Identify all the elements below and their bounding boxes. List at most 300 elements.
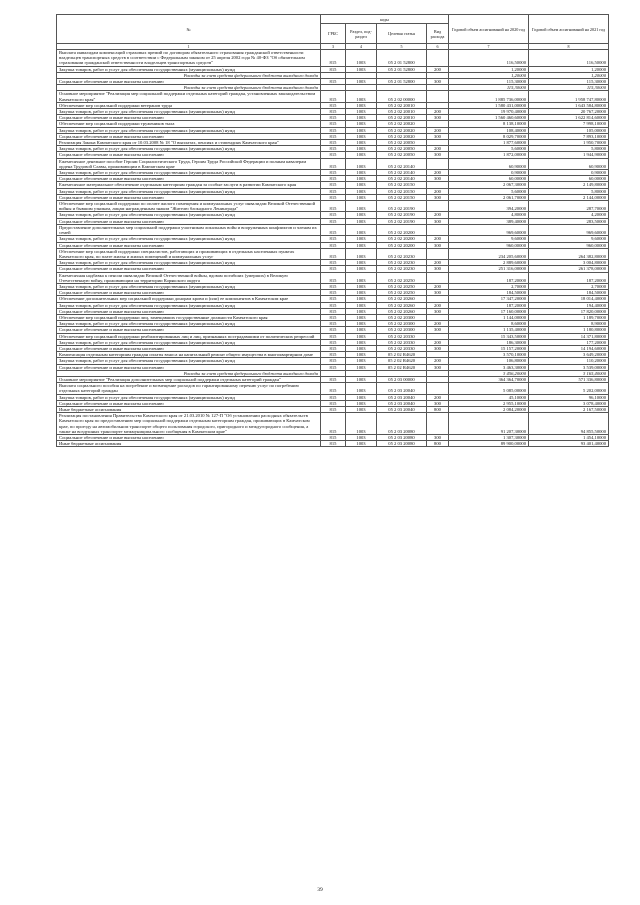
row-name: Иные бюджетные ассигнования bbox=[57, 406, 321, 412]
row-name: Ежемесячное материальное обеспечение отдельным категориям граждан за особые заслуги в развитии Камчатского края bbox=[57, 182, 321, 188]
amount-2021: 1 189,70000 bbox=[529, 314, 609, 320]
column-number: 3 bbox=[321, 44, 346, 50]
section-code: 1003 bbox=[346, 441, 377, 447]
table-row bbox=[57, 146, 609, 152]
section-code: 1003 bbox=[346, 133, 377, 139]
section-code: 1003 bbox=[346, 272, 377, 283]
table-row bbox=[57, 314, 609, 320]
expense-type-code: 200 bbox=[427, 358, 449, 364]
amount-2021: 1 643 584,80000 bbox=[529, 102, 609, 108]
section-code: 1003 bbox=[346, 79, 377, 85]
amount-2020: 2 889,60000 bbox=[449, 260, 529, 266]
target-article-code: 05 2 02 20010 bbox=[377, 102, 427, 108]
amount-2020: 1 872,00000 bbox=[449, 152, 529, 158]
expense-type-code bbox=[427, 91, 449, 102]
amount-2020: 60,90000 bbox=[449, 158, 529, 169]
section-code: 1003 bbox=[346, 314, 377, 320]
grbs-code: 815 bbox=[321, 321, 346, 327]
target-article-code: 05 2 02 20050 bbox=[377, 152, 427, 158]
amount-2020: 187,20000 bbox=[449, 272, 529, 283]
section-code: 1003 bbox=[346, 435, 377, 441]
target-article-code: 05 2 01 52800 bbox=[377, 50, 427, 67]
amount-2020: 3 570,10000 bbox=[449, 352, 529, 358]
amount-2021: 1 958 747,80000 bbox=[529, 91, 609, 102]
table-row bbox=[57, 182, 609, 188]
target-article-code: 05 2 02 20150 bbox=[377, 188, 427, 194]
row-name: Основное мероприятие "Реализация дополнительных мер социальной поддержки отдельных категорий граждан" bbox=[57, 376, 321, 382]
target-article-code: 05 2 01 52800 bbox=[377, 79, 427, 85]
amount-2021: 60,90000 bbox=[529, 158, 609, 169]
target-article-code: 05 2 02 20300 bbox=[377, 314, 427, 320]
table-row bbox=[57, 102, 609, 108]
target-article-code: 05 2 02 20140 bbox=[377, 170, 427, 176]
expense-type-code: 200 bbox=[427, 212, 449, 218]
row-name: Закупка товаров, работ и услуг для обеспечения государственных (муниципальных) нужд bbox=[57, 109, 321, 115]
grbs-code: 815 bbox=[321, 188, 346, 194]
table-row bbox=[57, 413, 609, 435]
amount-2020: 3 456,20000 bbox=[449, 370, 529, 376]
target-article-code: 05 2 02 20230 bbox=[377, 260, 427, 266]
row-name: Социальное обеспечение и иные выплаты населению bbox=[57, 435, 321, 441]
amount-2021: 1 622 814,60000 bbox=[529, 115, 609, 121]
target-article-code: 05 2 02 20020 bbox=[377, 121, 427, 127]
expense-type-code bbox=[427, 201, 449, 212]
grbs-code: 815 bbox=[321, 102, 346, 108]
section-code: 1003 bbox=[346, 182, 377, 188]
grbs-code: 815 bbox=[321, 308, 346, 314]
section-code: 1003 bbox=[346, 194, 377, 200]
target-article-code: 05 2 02 20020 bbox=[377, 133, 427, 139]
amount-2020: 2 067,30000 bbox=[449, 182, 529, 188]
target-article-code: 05 2 03 20040 bbox=[377, 400, 427, 406]
row-name: Закупка товаров, работ и услуг для обеспечения государственных (муниципальных) нужд bbox=[57, 212, 321, 218]
target-article-code: 05 2 02 20010 bbox=[377, 115, 427, 121]
grbs-code: 815 bbox=[321, 358, 346, 364]
row-name: Закупка товаров, работ и услуг для обеспечения государственных (муниципальных) нужд bbox=[57, 302, 321, 308]
grbs-code: 815 bbox=[321, 152, 346, 158]
amount-2021: 9,60000 bbox=[529, 236, 609, 242]
target-article-code: 05 2 02 20330 bbox=[377, 339, 427, 345]
amount-2021: 4,20000 bbox=[529, 212, 609, 218]
amount-2021: 2 167,50000 bbox=[529, 406, 609, 412]
amount-2021: 960,00000 bbox=[529, 242, 609, 248]
grbs-code: 815 bbox=[321, 79, 346, 85]
amount-2021: 7 893,10000 bbox=[529, 133, 609, 139]
row-name: Социальное обеспечение и иные выплаты населению bbox=[57, 266, 321, 272]
grbs-code: 815 bbox=[321, 140, 346, 146]
row-name: Ежемесячная надбавка к пенсии инвалидам Великой Отечественной войны, вдовам погибших (умерших) в Великую Отечественную войну, проживающим на территории Корякского округа bbox=[57, 272, 321, 283]
target-article-code: 05 2 02 20150 bbox=[377, 194, 427, 200]
grbs-code: 815 bbox=[321, 290, 346, 296]
row-name: Социальное обеспечение и иные выплаты населению bbox=[57, 364, 321, 370]
section-code: 1003 bbox=[346, 339, 377, 345]
row-name: Социальное обеспечение и иные выплаты населению bbox=[57, 242, 321, 248]
expense-type-code: 200 bbox=[427, 321, 449, 327]
row-name: Закупка товаров, работ и услуг для обеспечения государственных (муниципальных) нужд bbox=[57, 339, 321, 345]
amount-2020: 8 029,70000 bbox=[449, 133, 529, 139]
target-article-code: 05 2 02 20300 bbox=[377, 327, 427, 333]
section-code: 1003 bbox=[346, 127, 377, 133]
grbs-code: 815 bbox=[321, 182, 346, 188]
grbs-code: 815 bbox=[321, 435, 346, 441]
amount-2021: 1 180,80000 bbox=[529, 327, 609, 333]
table-row bbox=[57, 140, 609, 146]
section-code: 1003 bbox=[346, 66, 377, 72]
table-row bbox=[57, 266, 609, 272]
column-number: 6 bbox=[427, 44, 449, 50]
amount-2020: 186,30000 bbox=[449, 339, 529, 345]
expense-type-code: 300 bbox=[427, 290, 449, 296]
amount-2020: 1 877,60000 bbox=[449, 140, 529, 146]
section-code: 1003 bbox=[346, 394, 377, 400]
amount-2020: 251 316,00000 bbox=[449, 266, 529, 272]
grbs-code: 815 bbox=[321, 283, 346, 289]
grbs-code: 815 bbox=[321, 339, 346, 345]
amount-2020: 115,30000 bbox=[449, 79, 529, 85]
table-row bbox=[57, 127, 609, 133]
target-article-code: 05 2 03 20040 bbox=[377, 394, 427, 400]
num-header: № bbox=[186, 26, 191, 32]
section-header: Раздел, под-раздел bbox=[346, 24, 377, 44]
amount-2021: 94 855,50000 bbox=[529, 413, 609, 435]
amount-2021: 969,60000 bbox=[529, 224, 609, 235]
row-name: Социальное обеспечение и иные выплаты населению bbox=[57, 218, 321, 224]
amount-2020: 364 364,70000 bbox=[449, 376, 529, 382]
table-row bbox=[57, 91, 609, 102]
budget-table bbox=[56, 14, 609, 447]
grbs-code: 815 bbox=[321, 327, 346, 333]
target-article-code: 05 2 02 20140 bbox=[377, 158, 427, 169]
amount-2021: 287,70000 bbox=[529, 201, 609, 212]
target-article-code: 05 2 02 20050 bbox=[377, 146, 427, 152]
amount-2020: 187,20000 bbox=[449, 302, 529, 308]
amount-2021: 5 202,00000 bbox=[529, 383, 609, 394]
target-article-code: 05 2 02 20300 bbox=[377, 321, 427, 327]
row-name: Социальное обеспечение и иные выплаты населению bbox=[57, 194, 321, 200]
column-number: 4 bbox=[346, 44, 377, 50]
amount-2021: 283,50000 bbox=[529, 218, 609, 224]
amount-2021: 115,30000 bbox=[529, 79, 609, 85]
expense-type-code: 200 bbox=[427, 394, 449, 400]
target-article-code: 05 2 02 20250 bbox=[377, 272, 427, 283]
target-article-code: 05 2 02 R4620 bbox=[377, 352, 427, 358]
amount-2020: 234 205,60000 bbox=[449, 248, 529, 259]
row-name: Социальное обеспечение и иные выплаты населению bbox=[57, 133, 321, 139]
amount-2021: 3 004,80000 bbox=[529, 260, 609, 266]
table-row bbox=[57, 50, 609, 67]
amount-2021: 1,20000 bbox=[529, 66, 609, 72]
section-code: 1003 bbox=[346, 383, 377, 394]
table-row bbox=[57, 296, 609, 302]
amount-2020: 2,70000 bbox=[449, 283, 529, 289]
column-number: 5 bbox=[377, 44, 427, 50]
amount-2020: 2 955,10000 bbox=[449, 400, 529, 406]
section-code: 1003 bbox=[346, 333, 377, 339]
row-name: Закупка товаров, работ и услуг для обеспечения государственных (муниципальных) нужд bbox=[57, 394, 321, 400]
row-name: Социальное обеспечение и иные выплаты населению bbox=[57, 152, 321, 158]
section-code: 1003 bbox=[346, 321, 377, 327]
section-code: 1003 bbox=[346, 158, 377, 169]
table-row bbox=[57, 66, 609, 72]
amount-2020: 5,60000 bbox=[449, 188, 529, 194]
section-code: 1003 bbox=[346, 176, 377, 182]
target-article-code: 05 2 01 52800 bbox=[377, 66, 427, 72]
amount-2020: 106,80000 bbox=[449, 358, 529, 364]
section-code: 1003 bbox=[346, 218, 377, 224]
amount-2021: 20 767,20000 bbox=[529, 109, 609, 115]
section-code: 1003 bbox=[346, 146, 377, 152]
grbs-code: 815 bbox=[321, 201, 346, 212]
amount-2020: 45,10000 bbox=[449, 394, 529, 400]
amount-2020: 4,80000 bbox=[449, 212, 529, 218]
grbs-code: 815 bbox=[321, 266, 346, 272]
name-column-header bbox=[57, 15, 321, 44]
section-code: 1003 bbox=[346, 406, 377, 412]
amount-2021: 115,30000 bbox=[529, 85, 609, 91]
amount-2021: 7 998,10000 bbox=[529, 121, 609, 127]
target-article-code: 05 2 02 20140 bbox=[377, 176, 427, 182]
expense-type-code bbox=[427, 413, 449, 435]
table-row bbox=[57, 218, 609, 224]
row-name: Обеспечение мер социальной поддержки специалистов, работающих и проживающих в отдельных населенных пунктах Камчатского края, по плате жилья и жилых помещений и коммунальных услуг bbox=[57, 248, 321, 259]
amount-2021: 3 539,00000 bbox=[529, 364, 609, 370]
column-number: 1 bbox=[57, 44, 321, 50]
target-article-code: 05 2 03 20080 bbox=[377, 435, 427, 441]
table-row bbox=[57, 400, 609, 406]
section-code: 1003 bbox=[346, 266, 377, 272]
target-article-code: 05 2 02 20150 bbox=[377, 182, 427, 188]
amount-2020: 17 347,20000 bbox=[449, 296, 529, 302]
row-name: Социальное обеспечение и иные выплаты населению bbox=[57, 345, 321, 351]
table-row bbox=[57, 394, 609, 400]
table-row bbox=[57, 121, 609, 127]
target-article-code: 05 2 02 20250 bbox=[377, 290, 427, 296]
grbs-code: 815 bbox=[321, 66, 346, 72]
amount-2020: 5 085,00000 bbox=[449, 383, 529, 394]
grbs-code: 815 bbox=[321, 91, 346, 102]
amount-2021: 3 649,20000 bbox=[529, 352, 609, 358]
target-article-code: 05 2 02 20200 bbox=[377, 224, 427, 235]
table-row bbox=[57, 376, 609, 382]
expense-type-code: 300 bbox=[427, 115, 449, 121]
row-name: Социальное обеспечение и иные выплаты населению bbox=[57, 400, 321, 406]
row-name: Социальное обеспечение и иные выплаты населению bbox=[57, 308, 321, 314]
target-article-code: 05 2 02 20200 bbox=[377, 236, 427, 242]
target-article-code: 05 2 02 20200 bbox=[377, 242, 427, 248]
expense-type-code: 300 bbox=[427, 242, 449, 248]
grbs-code: 815 bbox=[321, 400, 346, 406]
table-row bbox=[57, 224, 609, 235]
expense-type-code: 200 bbox=[427, 236, 449, 242]
year-2021-header: Годовой объем ассигнований на 2021 год bbox=[529, 15, 609, 44]
grbs-code: 815 bbox=[321, 441, 346, 447]
section-code: 1003 bbox=[346, 152, 377, 158]
row-name: Закупка товаров, работ и услуг для обеспечения государственных (муниципальных) нужд bbox=[57, 66, 321, 72]
row-name: Социальное обеспечение и иные выплаты населению bbox=[57, 115, 321, 121]
section-code: 1003 bbox=[346, 260, 377, 266]
amount-2021: 110,20000 bbox=[529, 358, 609, 364]
grbs-code: 815 bbox=[321, 364, 346, 370]
target-article-code: 05 2 02 20010 bbox=[377, 109, 427, 115]
row-name: Ежемесячное денежное пособие Героям Социалистического Труда, Героям Труда Российской Федерации и полным кавалерам ордена Трудовой Славы, проживающим в Камчатском крае bbox=[57, 158, 321, 169]
amount-2020: 1 307,30000 bbox=[449, 435, 529, 441]
table-row bbox=[57, 115, 609, 121]
amount-2020: 89 900,00000 bbox=[449, 441, 529, 447]
amount-2020: 1 144,00000 bbox=[449, 314, 529, 320]
amount-2020: 389,40000 bbox=[449, 218, 529, 224]
row-name: Основное мероприятие "Реализация мер социальной поддержки отдельных категорий граждан, установленных законодательством Камчатского края" bbox=[57, 91, 321, 102]
expense-type-header: Вид расхода bbox=[427, 24, 449, 44]
expense-type-code: 300 bbox=[427, 133, 449, 139]
table-row bbox=[57, 352, 609, 358]
grbs-code: 815 bbox=[321, 272, 346, 283]
section-code: 1003 bbox=[346, 109, 377, 115]
grbs-code: 815 bbox=[321, 242, 346, 248]
table-row bbox=[57, 435, 609, 441]
row-name: Обеспечение мер социальной поддержки реабилитированных лиц и лиц, признанных пострадавшими от политических репрессий bbox=[57, 333, 321, 339]
table-row bbox=[57, 212, 609, 218]
grbs-code: 815 bbox=[321, 302, 346, 308]
expense-type-code bbox=[427, 248, 449, 259]
table-row bbox=[57, 333, 609, 339]
amount-2020: 19 970,40000 bbox=[449, 109, 529, 115]
table-row bbox=[57, 194, 609, 200]
amount-2021: 105,00000 bbox=[529, 127, 609, 133]
row-name: Предоставление дополнительных мер социальной поддержки участникам локальных войн и вооруженных конфликтов и членам их семей bbox=[57, 224, 321, 235]
year-2020-header: Годовой объем ассигнований на 2020 год bbox=[449, 15, 529, 44]
amount-2021: 261 378,00000 bbox=[529, 266, 609, 272]
row-name: Компенсация отдельным категориям граждан оплаты взноса на капитальный ремонт общего имущества в многоквартирном доме bbox=[57, 352, 321, 358]
amount-2020: 3 463,30000 bbox=[449, 364, 529, 370]
amount-2021: 96,10000 bbox=[529, 394, 609, 400]
grbs-code: 815 bbox=[321, 212, 346, 218]
expense-type-code: 800 bbox=[427, 441, 449, 447]
target-article-code: 05 2 02 20260 bbox=[377, 296, 427, 302]
amount-2021: 17 820,00000 bbox=[529, 308, 609, 314]
expense-type-code: 300 bbox=[427, 194, 449, 200]
amount-2020: 5,60000 bbox=[449, 146, 529, 152]
row-name: Закупка товаров, работ и услуг для обеспечения государственных (муниципальных) нужд bbox=[57, 321, 321, 327]
amount-2020: 960,00000 bbox=[449, 242, 529, 248]
grbs-code: 815 bbox=[321, 394, 346, 400]
table-row bbox=[57, 302, 609, 308]
target-article-code: 05 2 02 R4620 bbox=[377, 364, 427, 370]
column-number: 8 bbox=[529, 44, 609, 50]
grbs-code: 815 bbox=[321, 260, 346, 266]
section-code: 1003 bbox=[346, 224, 377, 235]
target-article-code: 05 2 02 20190 bbox=[377, 201, 427, 212]
section-code: 1003 bbox=[346, 358, 377, 364]
amount-2020: 8 138,10000 bbox=[449, 121, 529, 127]
expense-type-code: 300 bbox=[427, 345, 449, 351]
amount-2021: 571 336,80000 bbox=[529, 376, 609, 382]
grbs-code: 815 bbox=[321, 115, 346, 121]
expense-type-code: 200 bbox=[427, 66, 449, 72]
row-name: Закупка товаров, работ и услуг для обеспечения государственных (муниципальных) нужд bbox=[57, 283, 321, 289]
grbs-code: 815 bbox=[321, 224, 346, 235]
target-article-code: 05 2 02 20190 bbox=[377, 212, 427, 218]
table-row bbox=[57, 345, 609, 351]
target-article-header: Целевая статья bbox=[377, 24, 427, 44]
section-code: 1003 bbox=[346, 345, 377, 351]
target-article-code: 05 2 02 00000 bbox=[377, 91, 427, 102]
amount-2020: 9,60000 bbox=[449, 236, 529, 242]
section-code: 1003 bbox=[346, 91, 377, 102]
grbs-header: ГРБС bbox=[321, 24, 346, 44]
section-code: 1003 bbox=[346, 302, 377, 308]
expense-type-code bbox=[427, 158, 449, 169]
amount-2020: 1 560 460,60000 bbox=[449, 115, 529, 121]
codes-group-header: коды bbox=[321, 15, 449, 24]
amount-2020: 0,90000 bbox=[449, 170, 529, 176]
target-article-code: 05 2 02 20050 bbox=[377, 140, 427, 146]
row-name: Закупка товаров, работ и услуг для обеспечения государственных (муниципальных) нужд bbox=[57, 358, 321, 364]
grbs-code: 815 bbox=[321, 333, 346, 339]
amount-2020: 1 580 431,00000 bbox=[449, 102, 529, 108]
expense-type-code: 200 bbox=[427, 170, 449, 176]
table-row bbox=[57, 170, 609, 176]
section-code: 1003 bbox=[346, 242, 377, 248]
section-code: 1003 bbox=[346, 296, 377, 302]
amount-2021: 1 454,10000 bbox=[529, 435, 609, 441]
row-name: Закупка товаров, работ и услуг для обеспечения государственных (муниципальных) нужд bbox=[57, 236, 321, 242]
row-name: Реализация постановления Правительства Камчатского края от 21.03.2010 № 127-П "Об установлении расходных обязательств Камчатского края по предоставлению мер социальной поддержки отдельным категориям граждан, проживающих в Камчатском крае, по проезду на автомобильном транспорте общего пользования городского, пригородного и междугородного сообщения, а также на воздушных транспорте межмуниципального сообщения в Камчатском крае" bbox=[57, 413, 321, 435]
row-name: Расходы за счет средств федерального бюджета выходного дохода bbox=[57, 370, 321, 376]
target-article-code: 05 2 02 20230 bbox=[377, 266, 427, 272]
expense-type-code: 300 bbox=[427, 308, 449, 314]
grbs-code: 815 bbox=[321, 406, 346, 412]
amount-2020: 15 157,20000 bbox=[449, 345, 529, 351]
grbs-code: 815 bbox=[321, 109, 346, 115]
row-name: Расходы за счет средств федерального бюджета выходного дохода bbox=[57, 85, 321, 91]
section-code: 1003 bbox=[346, 248, 377, 259]
grbs-code: 815 bbox=[321, 248, 346, 259]
grbs-code: 815 bbox=[321, 236, 346, 242]
amount-2020: 15 343,50000 bbox=[449, 333, 529, 339]
grbs-code: 815 bbox=[321, 218, 346, 224]
expense-type-code bbox=[427, 272, 449, 283]
expense-type-code: 200 bbox=[427, 302, 449, 308]
expense-type-code bbox=[427, 224, 449, 235]
row-name: Выплата инвалидам компенсаций страховых премий по договорам обязательного страхования гражданской ответственности владельцев транспортных средств в соответствии с Федеральным законом от 25 апреля 2002 года № 40-ФЗ "Об обязательном страховании гражданской ответственности владельцев транспортных средств" bbox=[57, 50, 321, 67]
expense-type-code: 300 bbox=[427, 327, 449, 333]
amount-2020: 394,20000 bbox=[449, 201, 529, 212]
table-row bbox=[57, 260, 609, 266]
amount-2020: 115,30000 bbox=[449, 85, 529, 91]
column-number: 7 bbox=[449, 44, 529, 50]
section-code: 1003 bbox=[346, 102, 377, 108]
grbs-code: 815 bbox=[321, 50, 346, 67]
row-name: Иные бюджетные ассигнования bbox=[57, 441, 321, 447]
target-article-code: 05 2 03 20080 bbox=[377, 413, 427, 435]
section-code: 1003 bbox=[346, 170, 377, 176]
amount-2020: 1 135,40000 bbox=[449, 327, 529, 333]
expense-type-code: 300 bbox=[427, 435, 449, 441]
amount-2021: 14 371,80000 bbox=[529, 333, 609, 339]
section-code: 1003 bbox=[346, 212, 377, 218]
target-article-code: 05 2 02 20260 bbox=[377, 302, 427, 308]
grbs-code: 815 bbox=[321, 121, 346, 127]
amount-2021: 1,20000 bbox=[529, 72, 609, 78]
row-name: Реализация Закона Камчатского края от 10.03.2008 № 18 "О выплатах, пенсиях и стипендиях Камчатского края" bbox=[57, 140, 321, 146]
row-name: Обеспечение мер социальной поддержки тружеников тыла bbox=[57, 121, 321, 127]
expense-type-code: 200 bbox=[427, 127, 449, 133]
row-name: Обеспечение мер социальной поддержки лиц, замещавших государственные должности Камчатского края bbox=[57, 314, 321, 320]
expense-type-code: 300 bbox=[427, 152, 449, 158]
table-row bbox=[57, 188, 609, 194]
expense-type-code: 200 bbox=[427, 146, 449, 152]
table-row bbox=[57, 248, 609, 259]
